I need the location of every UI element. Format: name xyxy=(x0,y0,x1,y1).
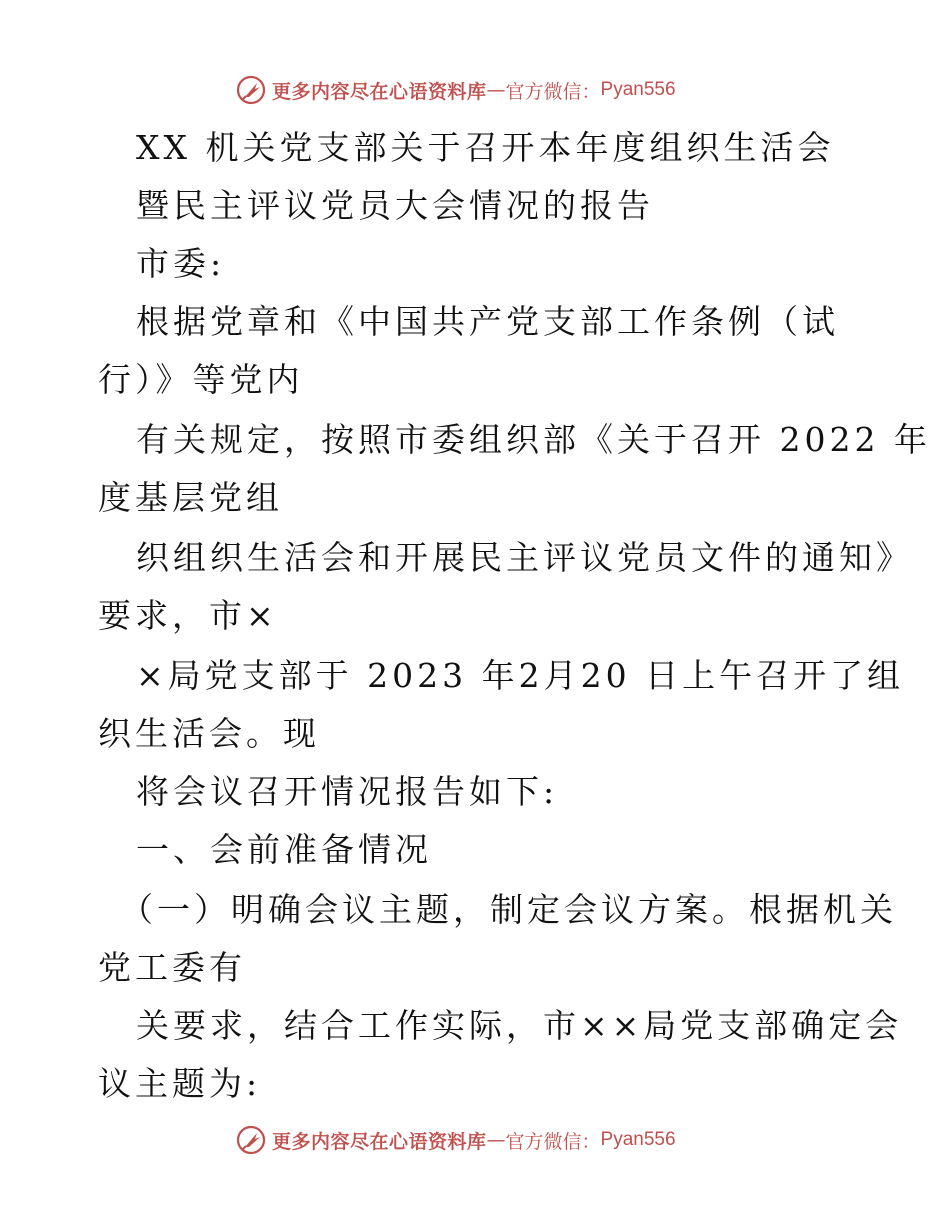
watermark-main-text: 更多内容尽在心语资料库 xyxy=(272,1130,487,1153)
body-line: ×局党支部于 2023 年2月20 日上午召开了组 xyxy=(136,656,905,695)
watermark-dash: — xyxy=(486,1129,506,1151)
watermark-banner-bottom xyxy=(236,1122,676,1158)
watermark-main-text: 更多内容尽在心语资料库 xyxy=(272,80,487,103)
feather-pen-logo-icon xyxy=(236,1125,266,1155)
body-line: 将会议召开情况报告如下: xyxy=(136,772,559,811)
body-line: 关要求，结合工作实际，市××局党支部确定会 xyxy=(136,1006,903,1045)
watermark-banner-top xyxy=(236,72,676,108)
watermark-dash: — xyxy=(486,79,506,101)
body-line: 织生活会。现 xyxy=(98,714,320,753)
watermark-wechat-label: 官方微信： xyxy=(505,1130,601,1153)
body-line: 议主题为: xyxy=(98,1064,262,1103)
document-title-line-2: 暨民主评议党员大会情况的报告 xyxy=(136,186,654,225)
body-line: 要求，市× xyxy=(98,596,278,635)
salutation: 市委: xyxy=(136,244,226,283)
feather-pen-logo-icon xyxy=(236,75,266,105)
subsection-heading-line: （一）明确会议主题，制定会议方案。根据机关 xyxy=(120,890,897,929)
body-line: 度基层党组 xyxy=(98,478,283,517)
body-line: 有关规定，按照市委组织部《关于召开 2022 年 xyxy=(136,420,931,459)
watermark-wechat-id: Pyan556 xyxy=(600,1129,676,1150)
body-line: 行）》等党内 xyxy=(98,360,304,399)
body-line: 党工委有 xyxy=(98,948,246,987)
watermark-wechat-id: Pyan556 xyxy=(600,79,676,100)
section-heading: 一、会前准备情况 xyxy=(136,830,432,869)
watermark-wechat-label: 官方微信： xyxy=(505,80,601,103)
body-line: 织组织生活会和开展民主评议党员文件的通知》 xyxy=(136,538,913,577)
body-line: 根据党章和《中国共产党支部工作条例（试 xyxy=(136,302,839,341)
document-title-line-1: XX 机关党支部关于召开本年度组织生活会 xyxy=(136,128,835,167)
